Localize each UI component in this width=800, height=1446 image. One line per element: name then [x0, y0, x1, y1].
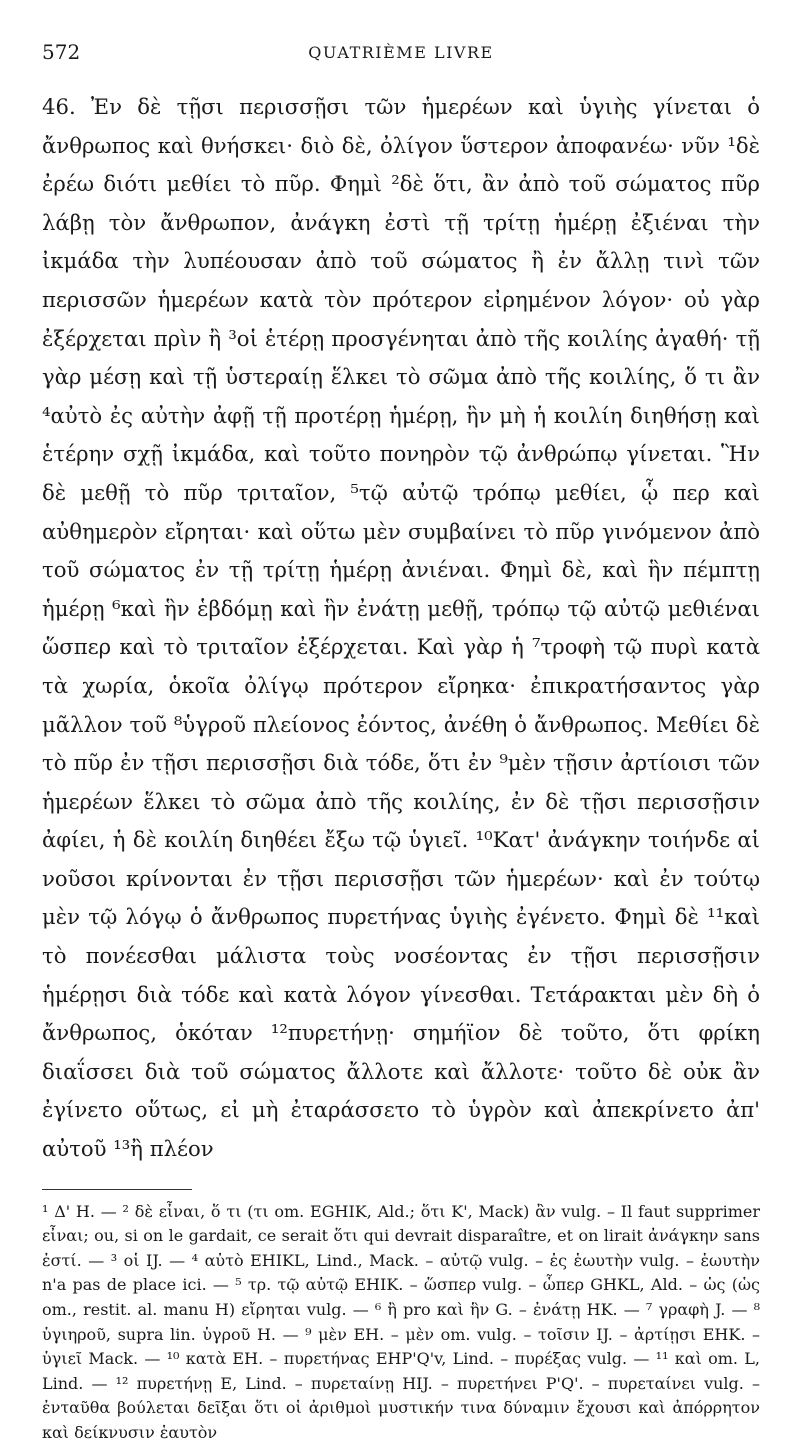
page-number: 572	[42, 40, 81, 64]
section-text: Ἐν δὲ τῇσι περισσῇσι τῶν ἡμερέων καὶ ὑγιὴς γίνεται ὁ ἄνθρωπος καὶ θνήσκει· διὸ δὲ, ὀλίγον ὕστερον ἀποφανέω· νῦν ¹δὲ ἐρέω διότι μεθίει τὸ πῦρ. Φημὶ ²δὲ ὅτι, ἂν ἀπὸ τοῦ σώματος πῦρ λάβῃ τὸν ἄνθρωπον, ἀνάγκη ἐστὶ τῇ τρίτῃ ἡμέρῃ ἐξιέναι τὴν ἰκμάδα τὴν λυπέουσαν ἀπὸ τοῦ σώματος ἢ ἐν ἄλλῃ τινὶ τῶν περισσῶν ἡμερέων κατὰ τὸν πρότερον εἰρημένον λόγον· οὐ γὰρ ἐξέρχεται πρὶν ἢ ³οἱ ἑτέρῃ προσγένηται ἀπὸ τῆς κοιλίης ἀγαθή· τῇ γὰρ μέσῃ καὶ τῇ ὑστεραίῃ ἕλκει τὸ σῶμα ἀπὸ τῆς κοιλίης, ὅ τι ἂν ⁴αὐτὸ ἐς αὐτὴν ἀφῇ τῇ προτέρῃ ἡμέρῃ, ἣν μὴ ἡ κοιλίη διηθήσῃ καὶ ἑτέρην σχῇ ἰκμάδα, καὶ τοῦτο πονηρὸν τῷ ἀνθρώπῳ γίνεται. Ἣν δὲ μεθῇ τὸ πῦρ τριταῖον, ⁵τῷ αὐτῷ τρόπῳ μεθίει, ᾧ περ καὶ αὐθημερὸν εἴρηται· καὶ οὕτω μὲν συμβαίνει τὸ πῦρ γινόμενον ἀπὸ τοῦ σώματος ἐν τῇ τρίτῃ ἡμέρῃ ἀνιέναι. Φημὶ δὲ, καὶ ἣν πέμπτῃ ἡμέρῃ ⁶καὶ ἣν ἑβδόμῃ καὶ ἣν ἐνάτῃ μεθῇ, τρόπῳ τῷ αὐτῷ μεθιέναι ὥσπερ καὶ τὸ τριταῖον ἐξέρχεται. Καὶ γὰρ ἡ ⁷τροφὴ τῷ πυρὶ κατὰ τὰ χωρία, ὁκοῖα ὀλίγῳ πρότερον εἴρηκα· ἐπικρατήσαντος γὰρ μᾶλλον τοῦ ⁸ὑγροῦ πλείονος ἐόντος, ἀνέθη ὁ ἄνθρωπος. Μεθίει δὲ τὸ πῦρ ἐν τῇσι περισσῇσι διὰ τόδε, ὅτι ἐν ⁹μὲν τῇσιν ἀρτίοισι τῶν ἡμερέων ἕλκει τὸ σῶμα ἀπὸ τῆς κοιλίης, ἐν δὲ τῇσι περισσῇσιν ἀφίει, ἡ δὲ κοιλίη διηθέει ἔξω τῷ ὑγιεῖ. ¹⁰Κατ' ἀνάγκην τοιήνδε αἱ νοῦσοι κρίνονται ἐν τῇσι περισσῇσι τῶν ἡμερέων· καὶ ἐν τούτῳ μὲν τῷ λόγῳ ὁ ἄνθρωπος πυρετήνας ὑγιὴς ἐγένετο. Φημὶ δὲ ¹¹καὶ τὸ πονέεσθαι μάλιστα τοὺς νοσέοντας ἐν τῇσι περισσῇσιν ἡμέρῃσι διὰ τόδε καὶ κατὰ λόγον γίνεσθαι. Τετάρακται μὲν δὴ ὁ ἄνθρωπος, ὁκόταν ¹²πυρετήνῃ· σημήϊον δὲ τοῦτο, ὅτι φρίκη διαΐσσει διὰ τοῦ σώματος ἄλλοτε καὶ ἄλλοτε· τοῦτο δὲ οὐκ ἂν ἐγίνετο οὕτως, εἰ μὴ ἐταράσσετο τὸ ὑγρὸν καὶ ἀπεκρίνετο ἀπ' αὐτοῦ ¹³ἢ πλέον	[42, 94, 760, 1162]
page-header	[42, 40, 760, 70]
main-text	[42, 88, 760, 1169]
footnotes: ¹ Δ' H. — ² δὲ εἶναι, ὅ τι (τι om. EGHIK, Ald.; ὅτι K', Mack) ἂν vulg. – Il faut supprimer εἶναι; ou, si on le gardait, ce serait ὅτι qui devrait disparaître, et on lirait ἀνάγκην sans ἐστί. — ³ οἱ IJ. — ⁴ αὐτὸ EHIKL, Lind., Mack. – αὐτῷ vulg. – ἐς ἑωυτὴν vulg. – ἑωυτὴν n'a pas de place ici. — ⁵ τρ. τῷ αὐτῷ EHIK. – ὥσπερ vulg. – ὧπερ GHKL, Ald. – ὡς (ὡς om., restit. al. manu H) εἴρηται vulg. — ⁶ ἢ pro καὶ ἣν G. – ἐνάτῃ HK. — ⁷ γραφὴ J. — ⁸ ὑγιηροῦ, supra lin. ὑγροῦ H. — ⁹ μὲν EH. – μὲν om. vulg. – τοῖσιν IJ. – ἀρτίῃσι EHK. – ὑγιεῖ Mack. — ¹⁰ κατὰ EH. – πυρετήνας EHP'Q'v, Lind. – πυρέξας vulg. — ¹¹ καὶ om. L, Lind. — ¹² πυρετήνῃ E, Lind. – πυρεταίνῃ HIJ. – πυρετήνει P'Q'. – πυρεταίνει vulg. – ἐνταῦθα βούλεται δεῖξαι ὅτι οἱ ἀριθμοὶ μυστικήν τινα δύναμιν ἔχουσι καὶ ἀπόρρητον καὶ δείκνυσιν ἑαυτὸν	[42, 1201, 761, 1442]
section-number: 46.	[42, 94, 76, 119]
footnote-rule	[42, 1189, 192, 1190]
running-title: QUATRIÈME LIVRE	[308, 43, 494, 62]
book-page	[42, 40, 760, 1446]
